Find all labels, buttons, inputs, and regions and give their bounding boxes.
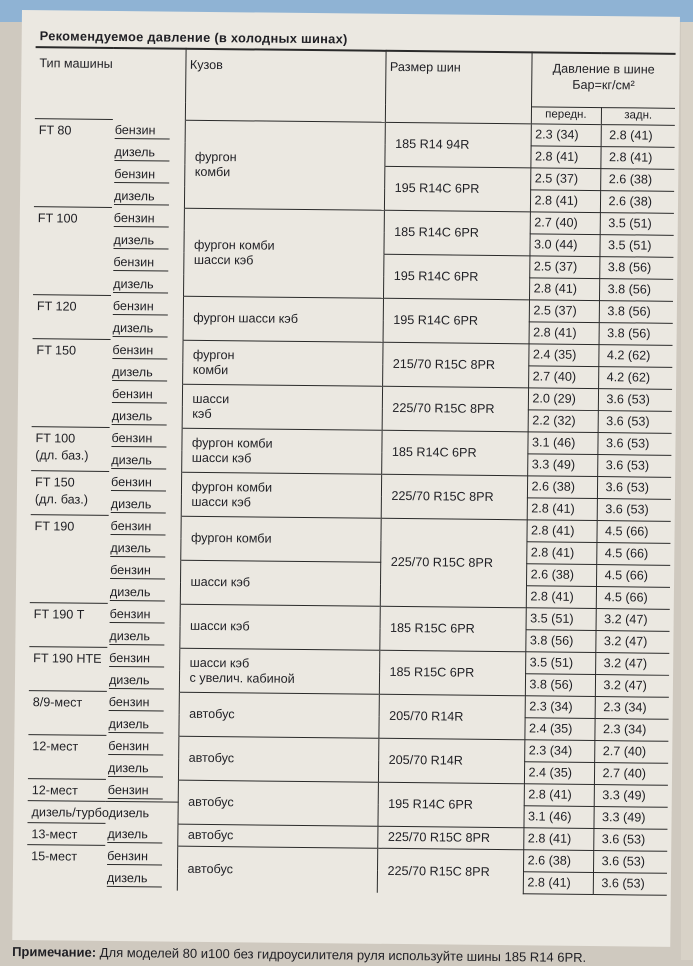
rear-pressure: 3.8 (56): [599, 257, 673, 280]
rear-pressure: 2.8 (41): [600, 147, 674, 170]
model-cell: [28, 735, 106, 780]
fuel-cell: [111, 251, 183, 274]
fuel-type: бензин: [115, 122, 170, 140]
fuel-type: бензин: [110, 562, 165, 580]
model-cell: [27, 823, 105, 846]
model-cell: [29, 603, 107, 648]
rear-pressure: 4.2 (62): [598, 367, 672, 390]
rear-pressure: 3.6 (53): [598, 411, 672, 434]
model-name: FT 80: [38, 123, 72, 138]
fuel-type: дизель: [107, 826, 162, 844]
body-type-cell: [183, 208, 384, 298]
tire-size-cell: 185 R14C 6PR: [383, 210, 529, 256]
fuel-cell: [109, 427, 181, 450]
model-cell: [30, 515, 109, 604]
body-type-line: комби: [194, 164, 231, 179]
fuel-type: бензин: [112, 342, 167, 360]
header-pressure-line1: Давление в шине: [552, 61, 655, 77]
fuel-type: бензин: [111, 518, 166, 536]
body-type-line: фургон шасси кэб: [193, 311, 299, 327]
rear-pressure: 2.6 (38): [600, 169, 674, 192]
fuel-type: бензин: [110, 606, 165, 624]
document-page: [12, 10, 680, 965]
rear-pressure: 3.8 (56): [599, 301, 673, 324]
fuel-type: бензин: [107, 848, 162, 866]
fuel-cell: [105, 823, 177, 846]
tire-size-cell: 195 R14C 6PR: [383, 254, 529, 300]
tire-size-cell: 225/70 R15C 8PR: [382, 386, 528, 432]
fuel-type: дизель: [114, 188, 169, 206]
front-pressure: 2.7 (40): [528, 366, 598, 389]
body-type-cell: [180, 516, 380, 562]
fuel-cell: [109, 471, 181, 494]
front-pressure: 3.5 (51): [525, 652, 595, 675]
model-cell: [33, 295, 111, 340]
body-type-cell: [178, 736, 378, 782]
rear-pressure: 3.3 (49): [594, 785, 668, 808]
body-type-line: шасси кэб: [190, 575, 251, 590]
fuel-type: дизель: [111, 452, 166, 470]
footnote-text: Для моделей 80 и100 без гидроусилителя руля используйте шины 185 R14 6PR.: [96, 944, 587, 965]
rear-pressure: 3.6 (53): [593, 851, 667, 874]
front-pressure: 2.3 (34): [531, 124, 601, 147]
body-type-cell: [181, 428, 381, 474]
front-pressure: 2.4 (35): [524, 762, 594, 785]
rear-pressure: 4.5 (66): [596, 521, 670, 544]
body-type-cell: [179, 648, 379, 694]
tire-size-cell: 215/70 R15C 8PR: [382, 342, 528, 388]
tire-size-cell: 205/70 R14R: [378, 738, 524, 784]
front-pressure: 2.8 (41): [526, 586, 596, 609]
model-suffix: (дл. баз.): [34, 492, 89, 508]
rear-pressure: 3.6 (53): [597, 433, 671, 456]
fuel-type: бензин: [114, 210, 169, 228]
rear-pressure: 2.7 (40): [594, 763, 668, 786]
fuel-type: дизель: [107, 870, 162, 888]
fuel-type: дизель: [112, 364, 167, 382]
fuel-cell: [107, 647, 179, 670]
body-type-cell: [181, 472, 381, 518]
fuel-cell: [108, 603, 180, 626]
model-name: FT 150: [36, 343, 77, 358]
model-cell: [33, 207, 112, 296]
front-pressure: 2.6 (38): [527, 476, 597, 499]
front-pressure: 2.8 (41): [529, 322, 599, 345]
rear-pressure: 3.2 (47): [595, 653, 669, 676]
rear-pressure: 4.5 (66): [596, 543, 670, 566]
body-type-line: автобус: [188, 751, 235, 766]
tire-size-cell: 225/70 R15C 8PR: [377, 848, 523, 894]
front-pressure: 2.8 (41): [523, 828, 593, 851]
model-name: дизель/турбодизель: [31, 805, 150, 821]
fuel-cell: [108, 559, 180, 582]
model-name: FT 190: [34, 519, 75, 534]
model-cell: [34, 119, 113, 208]
fuel-type: дизель: [111, 496, 166, 514]
front-pressure: 3.1 (46): [523, 806, 593, 829]
body-type-cell: [177, 824, 377, 848]
rear-pressure: 3.2 (47): [595, 675, 669, 698]
rear-pressure: 3.8 (56): [599, 279, 673, 302]
body-type-line: автобус: [187, 861, 234, 876]
body-type-line: фургон комби: [191, 479, 273, 495]
front-pressure: 3.1 (46): [527, 432, 597, 455]
model-name: 15-мест: [31, 849, 78, 864]
table-body: [27, 20, 676, 895]
model-name: 13-мест: [31, 827, 78, 842]
fuel-type: дизель: [113, 320, 168, 338]
rear-pressure: 3.3 (49): [593, 807, 667, 830]
rear-pressure: 3.6 (53): [598, 389, 672, 412]
fuel-type: бензин: [109, 694, 164, 712]
fuel-cell: [112, 163, 184, 186]
fuel-cell: [108, 581, 180, 604]
front-pressure: 2.3 (34): [525, 696, 595, 719]
fuel-cell: [110, 405, 182, 428]
model-name: FT 150: [34, 475, 75, 490]
tire-size-cell: 185 R14 94R: [384, 122, 530, 168]
body-type-line: автобус: [187, 828, 234, 843]
fuel-cell: [109, 449, 181, 472]
front-pressure: 3.8 (56): [525, 630, 595, 653]
front-pressure: 3.0 (44): [529, 234, 599, 257]
fuel-type: бензин: [113, 254, 168, 272]
fuel-cell: [113, 119, 185, 142]
front-pressure: 2.8 (41): [530, 146, 600, 169]
model-name: FT 100: [37, 211, 78, 226]
body-type-cell: [180, 560, 380, 606]
header-vehicle-type: Тип машины: [35, 47, 186, 120]
rear-pressure: 3.5 (51): [600, 213, 674, 236]
fuel-type: бензин: [108, 738, 163, 756]
fuel-cell: [111, 317, 183, 340]
fuel-type: дизель: [108, 716, 163, 734]
front-pressure: 2.8 (41): [524, 784, 594, 807]
front-pressure: 2.5 (37): [530, 168, 600, 191]
rear-pressure: 2.6 (38): [600, 191, 674, 214]
table-title: Рекомендуемое давление (в холодных шинах): [36, 20, 676, 54]
footnote-label: Примечание:: [12, 943, 97, 960]
front-pressure: 2.3 (34): [524, 740, 594, 763]
fuel-type: бензин: [108, 782, 163, 800]
fuel-type: дизель: [114, 232, 169, 250]
header-body: Кузов: [185, 49, 386, 123]
model-cell: [32, 339, 111, 428]
fuel-cell: [106, 779, 178, 802]
fuel-type: бензин: [111, 474, 166, 492]
header-front: передн.: [531, 107, 601, 125]
fuel-cell: [106, 757, 178, 780]
fuel-cell: [108, 537, 180, 560]
rear-pressure: 3.6 (53): [593, 829, 667, 852]
tire-size-cell: 195 R14C 6PR: [383, 298, 529, 344]
rear-pressure: 3.5 (51): [599, 235, 673, 258]
fuel-cell: [105, 845, 177, 868]
fuel-cell: [107, 669, 179, 692]
front-pressure: 3.8 (56): [525, 674, 595, 697]
front-pressure: 2.8 (41): [530, 190, 600, 213]
rear-pressure: 3.6 (53): [597, 455, 671, 478]
tire-size-cell: 195 R14C 6PR: [384, 166, 530, 212]
model-name: 12-мест: [32, 739, 79, 754]
rear-pressure: 2.3 (34): [594, 719, 668, 742]
rear-pressure: 3.2 (47): [595, 631, 669, 654]
fuel-type: бензин: [114, 166, 169, 184]
body-type-cell: [183, 296, 383, 342]
fuel-cell: [112, 141, 184, 164]
tire-size-cell: 185 R15C 6PR: [379, 606, 525, 652]
fuel-type: дизель: [108, 760, 163, 778]
body-type-line: фургон: [194, 149, 237, 165]
fuel-cell: [107, 691, 179, 714]
tire-size-cell: 185 R14C 6PR: [381, 430, 527, 476]
body-type-line: шасси кэб: [189, 619, 250, 634]
fuel-type: дизель: [112, 408, 167, 426]
model-cell: [28, 779, 106, 802]
fuel-cell: [111, 295, 183, 318]
fuel-type: дизель: [109, 672, 164, 690]
fuel-type: дизель: [109, 628, 164, 646]
front-pressure: 2.7 (40): [530, 212, 600, 235]
body-type-line: фургон комби: [193, 237, 275, 253]
front-pressure: 2.5 (37): [529, 256, 599, 279]
tire-size-cell: 225/70 R15C 8PR: [380, 518, 527, 608]
tire-size-cell: 225/70 R15C 8PR: [381, 474, 527, 520]
rear-pressure: 2.8 (41): [601, 125, 675, 148]
body-type-line: комби: [192, 362, 229, 377]
front-pressure: 2.8 (41): [523, 872, 593, 895]
front-pressure: 2.4 (35): [528, 344, 598, 367]
body-type-cell: [179, 604, 379, 650]
body-type-line: автобус: [189, 707, 235, 722]
front-pressure: 3.3 (49): [527, 454, 597, 477]
fuel-type: дизель: [110, 584, 165, 602]
fuel-type: дизель: [113, 276, 168, 294]
fuel-cell: [110, 339, 182, 362]
fuel-cell: [110, 361, 182, 384]
body-type-cell: [182, 340, 382, 386]
tire-size-cell: 185 R15C 6PR: [379, 650, 525, 696]
tire-size-cell: 195 R14C 6PR: [377, 782, 523, 828]
front-pressure: 2.6 (38): [523, 850, 593, 873]
body-type-cell: [177, 846, 377, 892]
fuel-type: бензин: [111, 430, 166, 448]
fuel-type: дизель: [110, 540, 165, 558]
model-suffix: (дл. баз.): [35, 448, 89, 464]
body-type-line: автобус: [188, 795, 234, 810]
fuel-type: бензин: [112, 386, 167, 404]
model-cell: [29, 647, 107, 692]
front-pressure: 2.5 (37): [529, 300, 599, 323]
fuel-type: дизель: [114, 144, 169, 162]
rear-pressure: 3.2 (47): [596, 609, 670, 632]
fuel-cell: [109, 493, 181, 516]
rear-pressure: 3.6 (53): [593, 873, 667, 896]
model-name: 8/9-мест: [32, 695, 83, 710]
fuel-type: бензин: [109, 650, 164, 668]
footnote: [12, 944, 586, 965]
fuel-cell: [105, 867, 177, 890]
model-cell: [27, 845, 105, 890]
fuel-cell: [107, 625, 179, 648]
rear-pressure: 3.6 (53): [597, 499, 671, 522]
fuel-cell: [111, 229, 183, 252]
tire-size-cell: 205/70 R14R: [378, 694, 524, 740]
fuel-cell: [112, 185, 184, 208]
fuel-cell: [110, 383, 182, 406]
body-type-cell: [184, 120, 385, 210]
header-tire-size: Размер шин: [385, 51, 532, 124]
body-type-line: с увелич. кабиной: [189, 670, 295, 686]
model-name: 12-мест: [31, 783, 78, 798]
header-pressure-units: Бар=кг/см²: [572, 77, 635, 93]
fuel-cell: [112, 207, 184, 230]
rear-pressure: 3.8 (56): [599, 323, 673, 346]
header-rear: задн.: [601, 107, 675, 125]
body-type-line: фургон комби: [191, 435, 273, 451]
header-pressure: [531, 52, 676, 108]
front-pressure: 2.6 (38): [526, 564, 596, 587]
body-type-line: шасси кэб: [189, 655, 250, 671]
rear-pressure: 2.3 (34): [595, 697, 669, 720]
front-pressure: 2.8 (41): [529, 278, 599, 301]
front-pressure: 2.8 (41): [526, 542, 596, 565]
fuel-cell: [111, 273, 183, 296]
body-type-line: шасси кэб: [191, 450, 252, 465]
body-type-line: шасси: [192, 391, 230, 407]
body-type-line: шасси кэб: [191, 494, 251, 509]
front-pressure: 2.8 (41): [527, 498, 597, 521]
body-type-line: шасси кэб: [193, 252, 254, 267]
front-pressure: 2.4 (35): [524, 718, 594, 741]
tire-pressure-table: [27, 20, 676, 896]
rear-pressure: 2.7 (40): [594, 741, 668, 764]
fuel-cell: [108, 515, 180, 538]
fuel-cell: [106, 735, 178, 758]
front-pressure: 2.0 (29): [528, 388, 598, 411]
rear-pressure: 4.2 (62): [598, 345, 672, 368]
page-edge: [681, 22, 693, 960]
fuel-cell: [106, 713, 178, 736]
body-type-cell: [177, 780, 377, 826]
front-pressure: 3.5 (51): [526, 608, 596, 631]
model-name: FT 120: [36, 299, 77, 314]
body-type-line: кэб: [192, 406, 212, 421]
model-name: FT 190 HTE: [33, 651, 102, 666]
fuel-type: бензин: [113, 298, 168, 316]
model-name: FT 100: [35, 431, 76, 446]
model-cell: [31, 471, 109, 516]
rear-pressure: 4.5 (66): [596, 565, 670, 588]
model-name: FT 190 T: [33, 607, 85, 622]
model-cell: [27, 801, 177, 825]
model-cell: [28, 691, 106, 736]
body-type-line: фургон комби: [190, 531, 272, 546]
body-type-cell: [178, 692, 378, 738]
front-pressure: 2.2 (32): [528, 410, 598, 433]
body-type-line: фургон: [192, 347, 235, 363]
front-pressure: 2.8 (41): [526, 520, 596, 543]
rear-pressure: 3.6 (53): [597, 477, 671, 500]
model-cell: [31, 427, 109, 472]
tire-size-cell: 225/70 R15C 8PR: [377, 826, 523, 850]
rear-pressure: 4.5 (66): [596, 587, 670, 610]
body-type-cell: [182, 384, 382, 430]
